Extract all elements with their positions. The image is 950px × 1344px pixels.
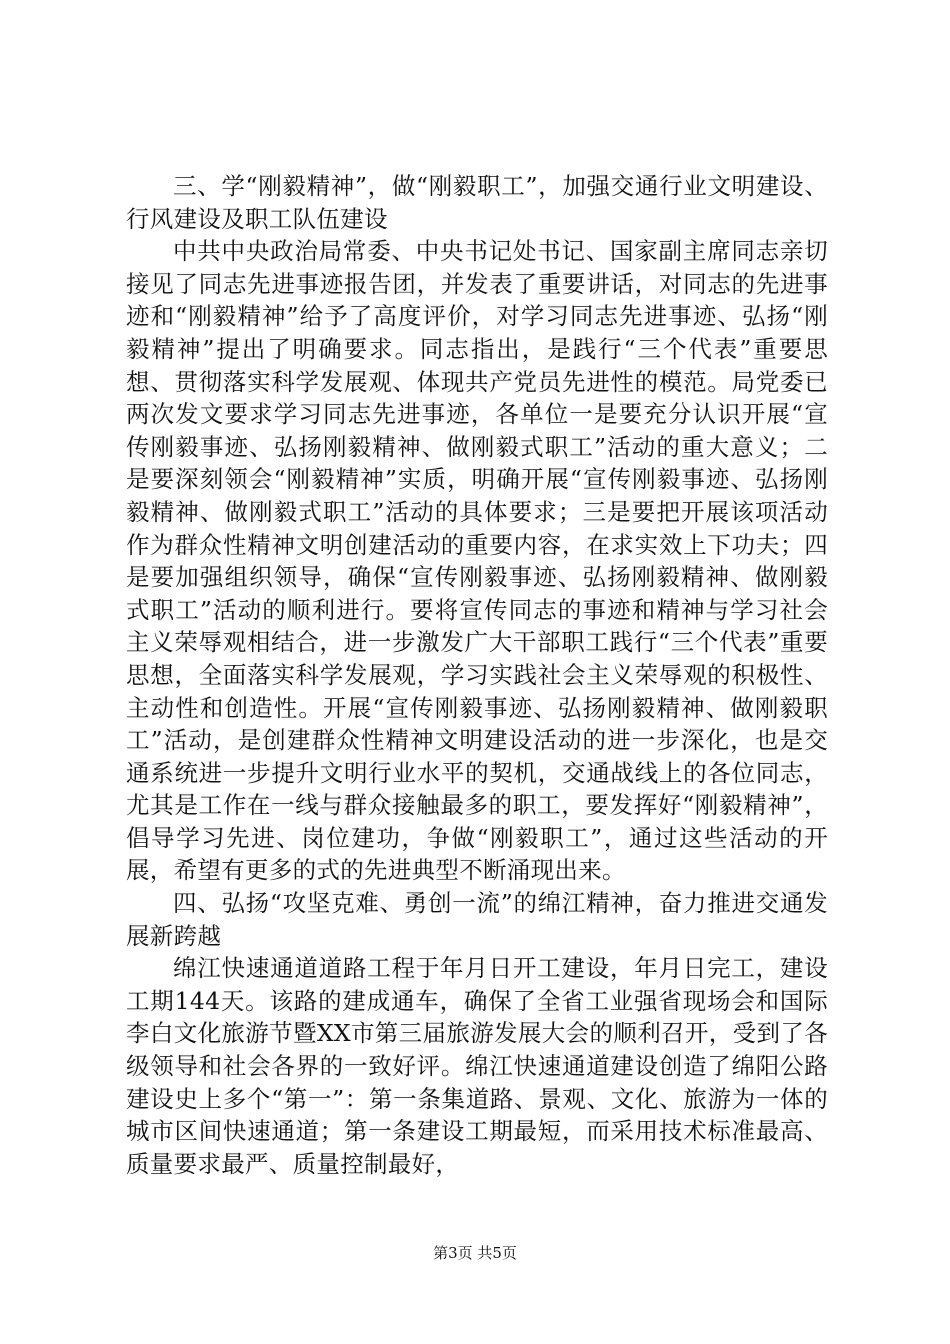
paragraph-spirit-study: 中共中央政治局常委、中央书记处书记、国家副主席同志亲切接见了同志先进事迹报告团，并发表了重要讲话，对同志的先进事迹和“刚毅精神”给予了高度评价，对学习同志先进事迹、弘扬“刚毅精神”提出了明确要求。同志指出，是践行“三个代表”重要思想、贯彻落实科学发展观、体现共产党员先进性的模范。局党委已两次发文要求学习同志先进事迹，各单位一是要充分认识开展“宣传刚毅事迹、弘扬刚毅精神、做刚毅式职工”活动的重大意义；二是要深刻领会“刚毅精神”实质，明确开展“宣传刚毅事迹、弘扬刚毅精神、做刚毅式职工”活动的具体要求；三是要把开展该项活动作为群众性精神文明创建活动的重要内容，在求实效上下功夫；四是要加强组织领导，确保“宣传刚毅事迹、弘扬刚毅精神、做刚毅式职工”活动的顺利进行。要将宣传同志的事迹和精神与学习社会主义荣辱观相结合，进一步激发广大干部职工践行“三个代表”重要思想，全面落实科学发展观，学习实践社会主义荣辱观的积极性、主动性和创造性。开展“宣传刚毅事迹、弘扬刚毅精神、做刚毅职工”活动，是创建群众性精神文明建设活动的进一步深化，也是交通系统进一步提升文明行业水平的契机，交通战线上的各位同志，尤其是工作在一线与群众接触最多的职工，要发挥好“刚毅精神”，倡导学习先进、岗位建功，争做“刚毅职工”，通过这些活动的开展，希望有更多的式的先进典型不断涌现出来。 bbox=[126, 237, 828, 885]
section-heading-four: 四、弘扬“攻坚克难、勇创一流”的绵江精神，奋力推进交通发展新跨越 bbox=[126, 889, 828, 950]
page-number-footer: 第3页 共5页 bbox=[433, 1244, 517, 1262]
paragraph-mianjiang-road: 绵江快速通道道路工程于年月日开工建设，年月日完工，建设工期144天。该路的建成通车，确保了全省工业强省现场会和国际李白文化旅游节暨XX市第三届旅游发展大会的顺利召开，受到了各级领导和社会各界的一致好评。绵江快速通道建设创造了绵阳公路建设史上多个“第一”：第一条集道路、景观、文化、旅游为一体的城市区间快速通道；第一条建设工期最短，而采用技术标准最高、质量要求最严、质量控制最好， bbox=[126, 954, 828, 1178]
document-body bbox=[126, 170, 828, 1180]
section-heading-three: 三、学“刚毅精神”，做“刚毅职工”，加强交通行业文明建设、行风建设及职工队伍建设 bbox=[126, 172, 828, 233]
